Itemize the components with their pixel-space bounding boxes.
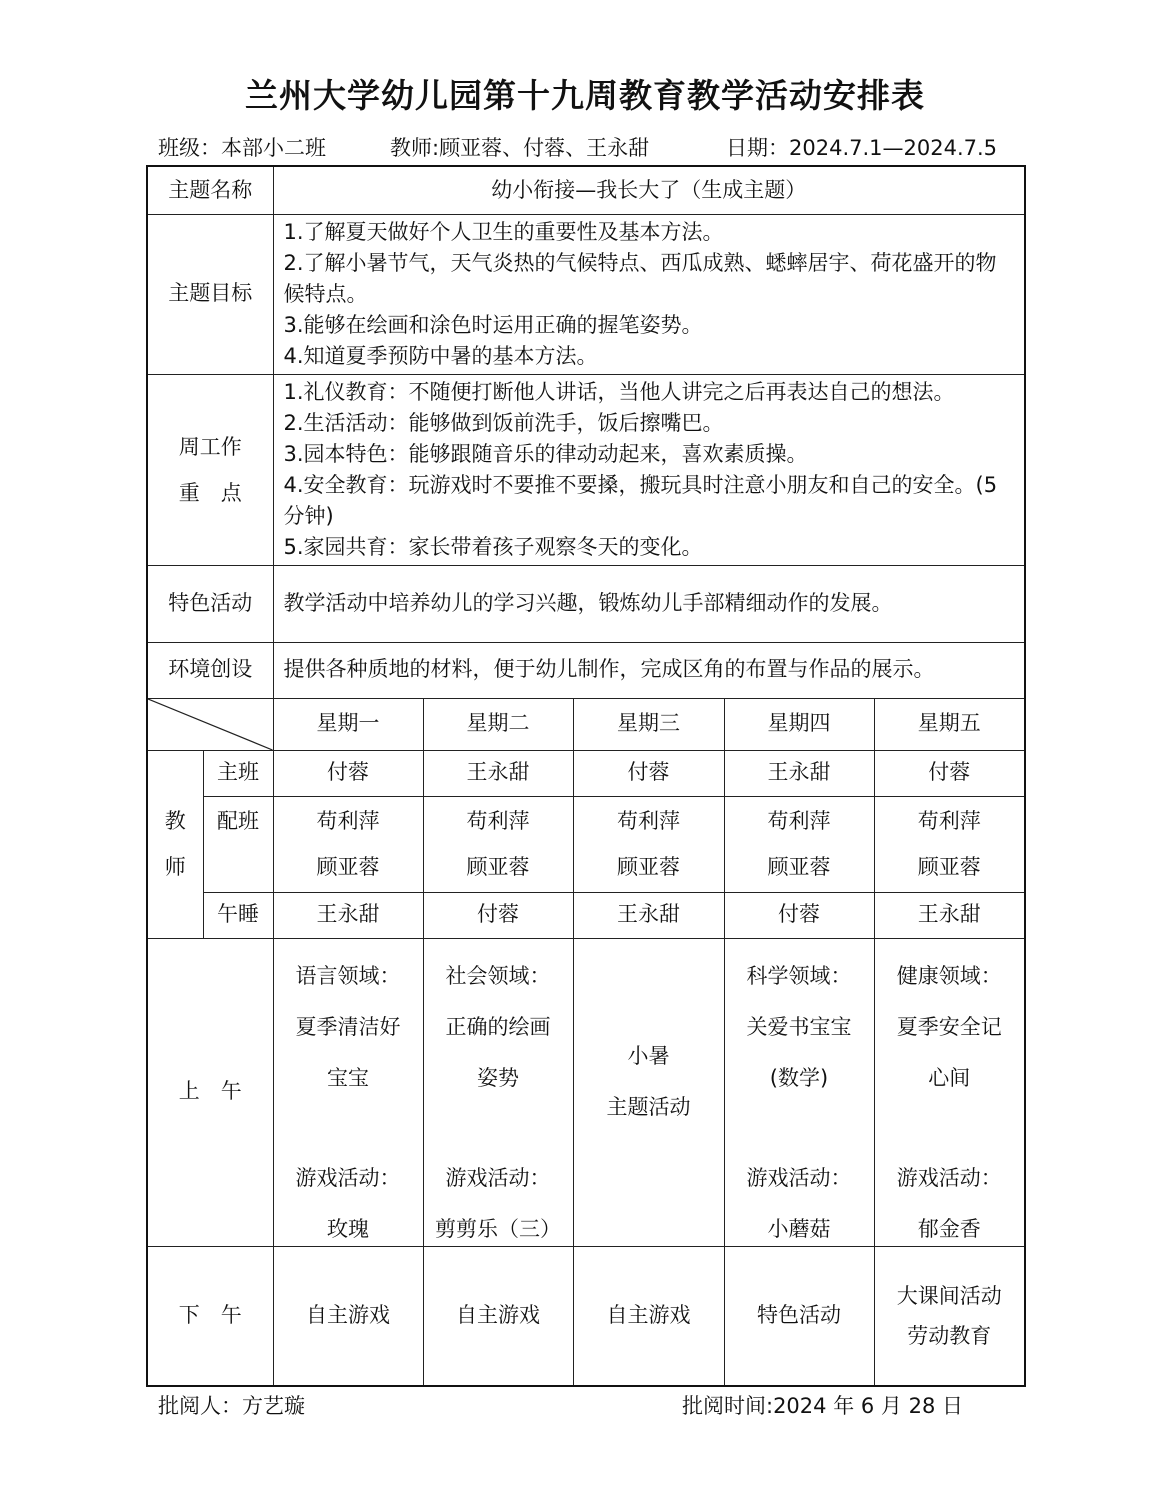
morning-domain: 科学领域： xyxy=(746,964,852,988)
morning-label: 上 午 xyxy=(147,938,273,1246)
reviewer-label: 批阅人：方艺璇 xyxy=(158,1394,305,1418)
theme-label: 主题名称 xyxy=(147,166,273,214)
assist-teacher-label: 配班 xyxy=(203,796,273,892)
morning-cell-thu xyxy=(724,938,874,1246)
day-header: 星期三 xyxy=(573,698,724,750)
assist-teacher-name: 顾亚蓉 xyxy=(917,855,981,879)
nap-teacher-cell: 王永甜 xyxy=(874,892,1025,938)
assist-teacher-name: 顾亚蓉 xyxy=(617,855,680,879)
environment-row xyxy=(147,642,1025,698)
nap-teacher-label: 午睡 xyxy=(203,892,273,938)
assist-teacher-cell xyxy=(573,796,724,892)
morning-activity: (数学) xyxy=(769,1066,829,1090)
morning-activity: 关爱书宝宝 xyxy=(746,1015,852,1039)
afternoon-cell: 自主游戏 xyxy=(573,1246,724,1386)
focus-row xyxy=(147,374,1025,565)
page-title: 兰州大学幼儿园第十九周教育教学活动安排表 xyxy=(245,76,925,115)
main-teacher-row xyxy=(147,750,1025,796)
assist-teacher-name: 顾亚蓉 xyxy=(316,855,380,879)
focus-item: 3.园本特色：能够跟随音乐的律动动起来，喜欢素质操。 xyxy=(283,441,808,466)
morning-activity: 正确的绘画 xyxy=(445,1015,551,1039)
morning-game: 郁金香 xyxy=(917,1217,981,1241)
afternoon-row xyxy=(147,1246,1025,1386)
goals-row xyxy=(147,214,1025,374)
morning-game-label: 游戏活动： xyxy=(445,1166,551,1190)
teacher-group-char: 教 xyxy=(164,809,186,833)
morning-cell-mon xyxy=(273,938,423,1246)
morning-activity: 心间 xyxy=(928,1066,971,1090)
morning-game-label: 游戏活动： xyxy=(896,1166,1002,1190)
morning-activity: 主题活动 xyxy=(606,1095,691,1119)
goals-cell xyxy=(273,214,1025,374)
morning-activity: 姿势 xyxy=(477,1066,519,1090)
day-header: 星期二 xyxy=(423,698,573,750)
environment-value: 提供各种质地的材料，便于幼儿制作，完成区角的布置与作品的展示。 xyxy=(273,642,1025,698)
morning-game: 玫瑰 xyxy=(327,1217,369,1241)
focus-label-line: 重 点 xyxy=(178,480,242,505)
morning-row xyxy=(147,938,1025,1246)
focus-item: 2.生活活动：能够做到饭前洗手，饭后擦嘴巴。 xyxy=(283,410,724,435)
main-teacher-label: 主班 xyxy=(203,750,273,796)
assist-teacher-name: 苟利萍 xyxy=(917,809,981,833)
afternoon-cell: 自主游戏 xyxy=(273,1246,423,1386)
morning-cell-tue xyxy=(423,938,573,1246)
nap-teacher-cell: 付蓉 xyxy=(724,892,874,938)
main-teacher-cell: 付蓉 xyxy=(874,750,1025,796)
assist-teacher-name: 苟利萍 xyxy=(617,809,680,833)
morning-game-label: 游戏活动： xyxy=(746,1166,852,1190)
focus-item: 4.安全教育：玩游戏时不要推不要搡，搬玩具时注意小朋友和自己的安全。(5 分钟) xyxy=(283,472,998,528)
assist-teacher-name: 顾亚蓉 xyxy=(767,855,831,879)
environment-label: 环境创设 xyxy=(147,642,273,698)
special-value: 教学活动中培养幼儿的学习兴趣，锻炼幼儿手部精细动作的发展。 xyxy=(273,565,1025,642)
nap-teacher-row xyxy=(147,892,1025,938)
special-row xyxy=(147,565,1025,642)
goal-item: 2.了解小暑节气，天气炎热的气候特点、西瓜成熟、蟋蟀居宇、荷花盛开的物候特点。 xyxy=(283,250,997,306)
morning-domain: 社会领域： xyxy=(445,964,551,988)
morning-game: 剪剪乐（三） xyxy=(435,1217,561,1241)
afternoon-activity: 劳动教育 xyxy=(907,1323,992,1348)
assist-teacher-name: 苟利萍 xyxy=(767,809,831,833)
goals-label: 主题目标 xyxy=(147,214,273,374)
morning-activity: 小暑 xyxy=(627,1044,670,1068)
goal-item: 1.了解夏天做好个人卫生的重要性及基本方法。 xyxy=(283,219,724,244)
assist-teacher-row xyxy=(147,796,1025,892)
review-time-label: 批阅时间:2024 年 6 月 28 日 xyxy=(682,1394,963,1418)
morning-cell-fri xyxy=(874,938,1025,1246)
goal-item: 3.能够在绘画和涂色时运用正确的握笔姿势。 xyxy=(283,312,703,337)
assist-teacher-cell xyxy=(273,796,423,892)
afternoon-cell xyxy=(874,1246,1025,1386)
teacher-label: 教师:顾亚蓉、付蓉、王永甜 xyxy=(390,136,650,160)
morning-cell-wed xyxy=(573,938,724,1246)
morning-domain: 健康领域： xyxy=(896,964,1002,988)
assist-teacher-cell xyxy=(874,796,1025,892)
afternoon-activity: 大课间活动 xyxy=(896,1283,1002,1308)
assist-teacher-name: 顾亚蓉 xyxy=(466,855,530,879)
nap-teacher-cell: 王永甜 xyxy=(273,892,423,938)
teacher-group-label xyxy=(147,750,203,938)
special-label: 特色活动 xyxy=(147,565,273,642)
focus-label-line: 周工作 xyxy=(178,434,242,459)
diagonal-line xyxy=(148,699,273,750)
day-header: 星期一 xyxy=(273,698,423,750)
morning-game: 小蘑菇 xyxy=(767,1217,831,1241)
nap-teacher-cell: 王永甜 xyxy=(573,892,724,938)
assist-teacher-name: 苟利萍 xyxy=(316,809,380,833)
schedule-table xyxy=(146,165,1026,1387)
days-header-row xyxy=(147,698,1025,750)
theme-value: 幼小衔接—我长大了（生成主题） xyxy=(273,166,1025,214)
diagonal-header-cell xyxy=(147,698,273,750)
class-label: 班级：本部小二班 xyxy=(158,136,326,160)
day-header: 星期四 xyxy=(724,698,874,750)
assist-teacher-name: 苟利萍 xyxy=(466,809,530,833)
morning-activity: 夏季清洁好 xyxy=(295,1015,401,1039)
date-label: 日期：2024.7.1—2024.7.5 xyxy=(726,136,998,160)
afternoon-cell: 自主游戏 xyxy=(423,1246,573,1386)
day-header: 星期五 xyxy=(874,698,1025,750)
afternoon-cell: 特色活动 xyxy=(724,1246,874,1386)
main-teacher-cell: 付蓉 xyxy=(273,750,423,796)
assist-teacher-cell xyxy=(423,796,573,892)
focus-cell xyxy=(273,374,1025,565)
main-teacher-cell: 付蓉 xyxy=(573,750,724,796)
focus-item: 1.礼仪教育：不随便打断他人讲话，当他人讲完之后再表达自己的想法。 xyxy=(283,379,955,404)
morning-activity: 夏季安全记 xyxy=(896,1015,1002,1039)
main-teacher-cell: 王永甜 xyxy=(724,750,874,796)
morning-domain: 语言领域： xyxy=(295,964,401,988)
goal-item: 4.知道夏季预防中暑的基本方法。 xyxy=(283,343,598,368)
focus-label xyxy=(147,374,273,565)
nap-teacher-cell: 付蓉 xyxy=(423,892,573,938)
main-teacher-cell: 王永甜 xyxy=(423,750,573,796)
morning-game-label: 游戏活动： xyxy=(295,1166,401,1190)
assist-teacher-cell xyxy=(724,796,874,892)
morning-activity: 宝宝 xyxy=(327,1066,369,1090)
focus-item: 5.家园共育：家长带着孩子观察冬天的变化。 xyxy=(283,534,703,559)
theme-row xyxy=(147,166,1025,214)
teacher-group-char: 师 xyxy=(164,855,186,879)
afternoon-label: 下 午 xyxy=(147,1246,273,1386)
